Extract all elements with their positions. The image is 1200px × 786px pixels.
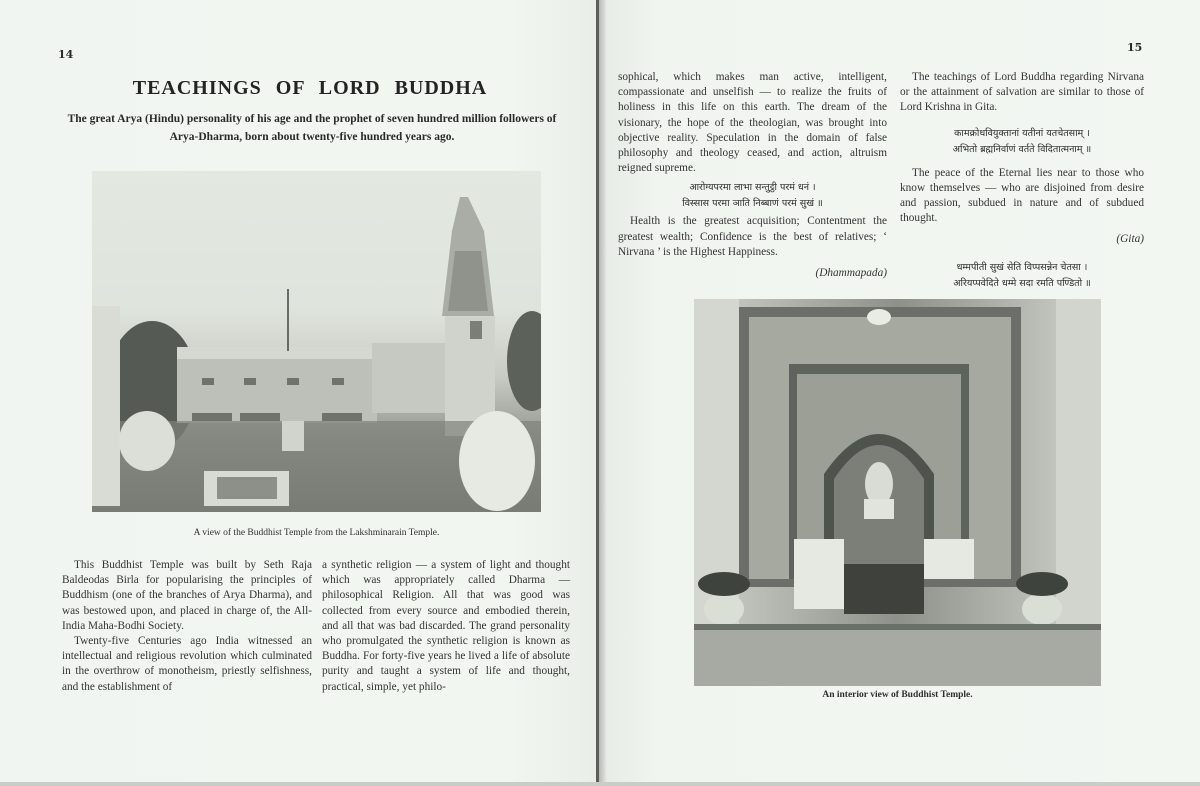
pali-verse-dhammapada	[618, 180, 887, 212]
screen-left	[794, 539, 844, 609]
plant-right	[1016, 572, 1068, 596]
photo-caption-interior: An interior view of Buddhist Temple.	[822, 690, 973, 700]
citation-dhammapada: (Dhammapada)	[815, 267, 887, 280]
paragraph: sophical, which makes man active, intelligent, compassionate and unselfish — to realize the fruits of holiness in this life on this earth. The dream of the visionary, the hope of the theologian, was brought into objective reality. Speculation in the domain of false philosophy and theology ceased, and action, altruism reigned supreme.	[618, 71, 887, 175]
paragraph: The teachings of Lord Buddha regarding Nirvana or the attainment of salvation are similar to those of Lord Krishna in Gita.	[900, 71, 1144, 114]
right-column-1	[618, 70, 887, 281]
left-column-2	[322, 558, 570, 695]
sanskrit-verse-gita	[900, 126, 1144, 158]
floor	[694, 629, 1101, 686]
photo-temple-interior	[694, 299, 1101, 686]
paragraph: The peace of the Eternal lies near to those who know themselves — who are disjoined from desire and passion, subdued in nature and of subdued thought.	[900, 166, 1144, 225]
page-bottom-edge	[0, 782, 1200, 786]
photo-caption-exterior: A view of the Buddhist Temple from the Lakshminarain Temple.	[193, 528, 440, 538]
tree-right	[507, 311, 541, 411]
elephant-statue	[459, 411, 535, 511]
ceiling-lamp	[867, 309, 891, 325]
temple-building	[177, 351, 377, 423]
spine-shadow	[599, 0, 607, 786]
planter-left	[704, 593, 744, 625]
verse-line: अरियप्पवेदिते धम्मे सदा रमति पण्डितो ॥	[953, 277, 1091, 289]
temple-interior-illustration	[694, 299, 1101, 686]
verse-line: विस्सास परमा ञाति निब्बाणं परमं सुखं ॥	[682, 198, 823, 210]
photo-temple-exterior	[92, 171, 541, 512]
pillar-left	[92, 306, 120, 506]
pali-verse-2	[900, 260, 1144, 292]
left-column-1	[62, 558, 312, 695]
plant-left	[698, 572, 750, 596]
planter-right	[1022, 593, 1062, 625]
verse-line: कामक्रोधवियुक्तानां यतीनां यतचेतसाम् ।	[954, 127, 1090, 139]
page-number-left: 14	[58, 48, 74, 61]
paragraph: Health is the greatest acquisition; Contentment the greatest wealth; Confidence is the best of relatives; ‘ Nirvana ’ is the Highest Happiness.	[618, 215, 887, 258]
right-column-2	[900, 70, 1144, 294]
verse-line: आरोग्यपरमा लाभा सन्तुट्ठी परमं धनं ।	[689, 182, 816, 194]
statue-plinth	[282, 421, 304, 451]
page-subtitle: The great Arya (Hindu) personality of his age and the prophet of seven hundred million followers of Arya-Dharma, born about twenty-five hundred years ago.	[67, 113, 557, 143]
paragraph: a synthetic religion — a system of light and thought which was appropriately called Dharma — philosophical Religion. All that was good was collected from every source and embodied therein, and all that was bad discarded. The grand personality who promulgated the synthetic religion is known as Buddha. For forty-five years he lived a life of absolute purity and taught a system of life and thought, practical, simple, yet philo-	[322, 559, 570, 693]
paragraph: This Buddhist Temple was built by Seth Raja Baldeodas Birla for popularising the principles of Buddhism (one of the branches of Arya Dharma), and was bestowed upon, and placed in charge of, the All-India Maha-Bodhi Society.	[62, 559, 312, 632]
paragraph: Twenty-five Centuries ago India witnessed an intellectual and religious revolution which culminated in the overthrow of monotheism, priestly selfishness, and the establishment of	[62, 635, 312, 693]
altar-table	[844, 564, 924, 614]
verse-line: धम्मपीती सुखं सेति विप्पसन्नेन चेतसा ।	[956, 261, 1088, 273]
page-number-right: 15	[1127, 41, 1143, 54]
verse-line: अभितो ब्रह्मनिर्वाणं वर्तते विदितात्मनाम् ॥	[952, 143, 1092, 155]
page-title: TEACHINGS OF LORD BUDDHA	[132, 77, 488, 99]
citation-gita: (Gita)	[1116, 233, 1144, 246]
temple-exterior-illustration	[92, 171, 541, 512]
screen-right	[924, 539, 974, 579]
